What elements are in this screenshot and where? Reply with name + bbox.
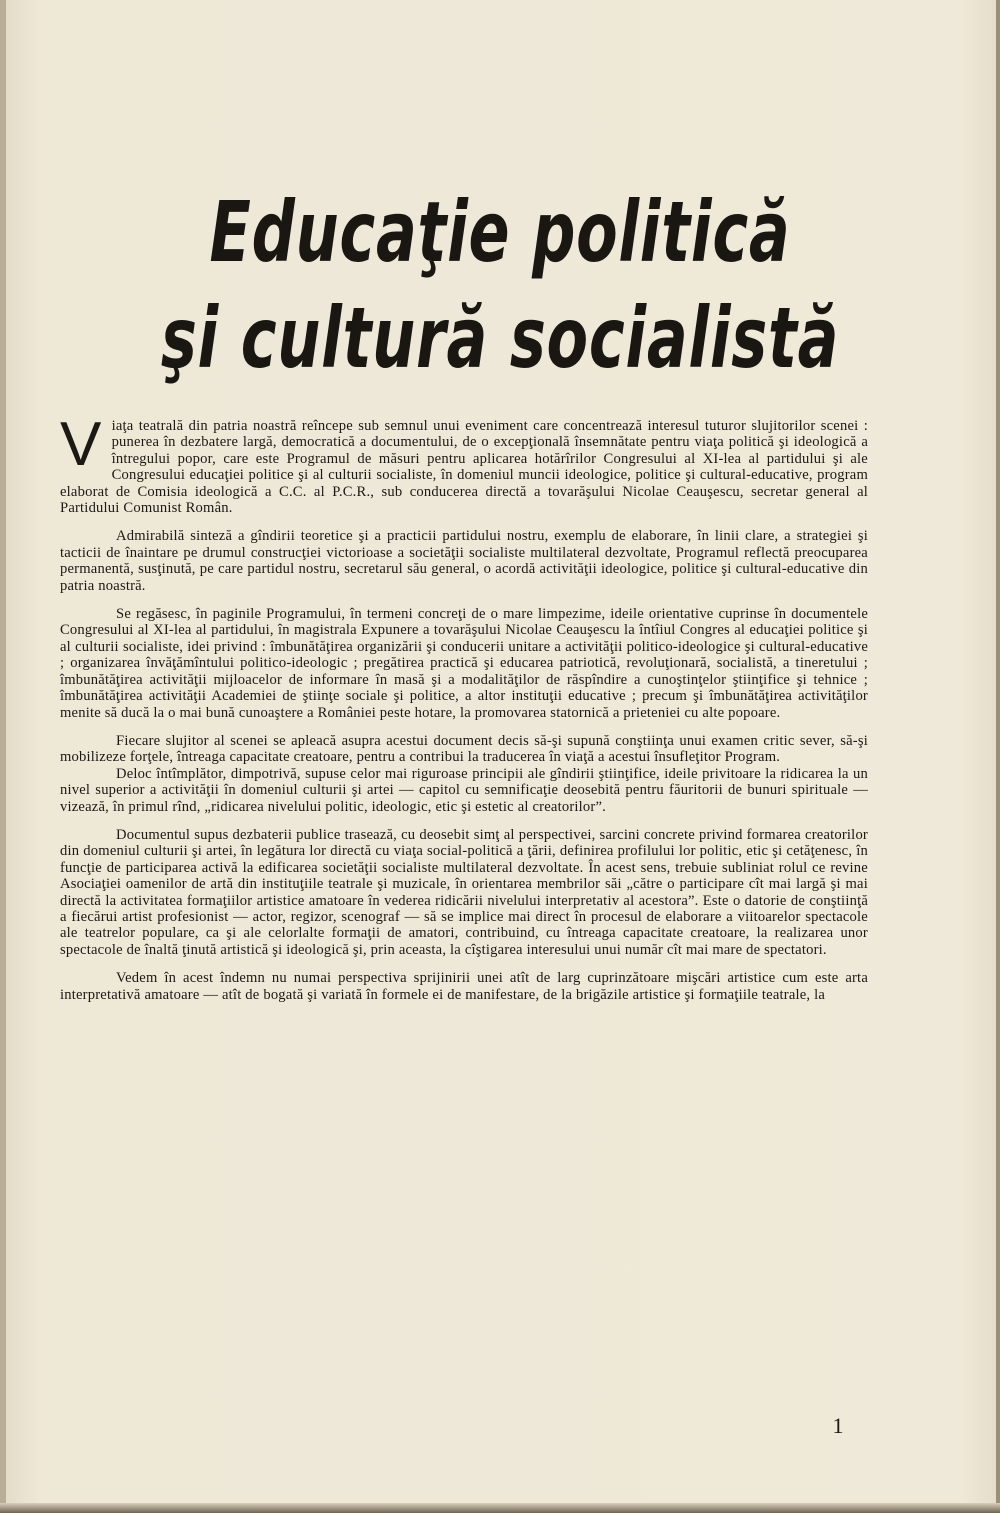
- article-body: [60, 410, 868, 1015]
- article-title-line-1: Educaţie politică: [209, 183, 791, 281]
- paragraph-5: Deloc întîmplător, dimpotrivă, supuse celor mai riguroase principii ale gîndirii ştiinţifice, ideile privitoare la ridicarea la un nivel superior a activităţii în domeniul culturii şi artei — capitol cu semnificaţie deosebită pentru făuritorii de bunuri spirituale — vizează, în primul rînd, „ridicarea nivelului politic, ideologic, etic şi estetic al creatorilor”.: [60, 765, 868, 815]
- page-left-edge: [0, 0, 6, 1513]
- paragraph-3: Se regăsesc, în paginile Programului, în termeni concreţi de o mare limpezime, ideile orientative cuprinse în documentele Congresului al XI-lea al partidului, în magistrala Expunere a tovarăşului Nicolae Ceauşescu la întîiul Congres al educaţiei politice şi al culturii socialiste, idei privind : îmbunătăţirea organizării şi conducerii unitare a activităţii politico-ideologice şi cultural-educative ; organizarea învăţămîntului politico-ideologic ; pregătirea practică şi educarea patriotică, revoluţionară, socialistă, a tineretului ; îmbunătăţirea activităţii mijloacelor de informare în masă şi a modalităţilor de răspîndire a cunoştinţelor ştiinţifice şi tehnice ; îmbunătăţirea activităţii Academiei de ştiinţe sociale şi politice, a altor instituţii educative ; precum şi îmbunătăţirea activităţilor menite să ducă la o mai bună cunoaştere a României peste hotare, la promovarea statornică a prieteniei cu alte popoare.: [60, 606, 868, 721]
- paragraph-7: Vedem în acest îndemn nu numai perspectiva sprijinirii unei atît de larg cuprinzătoare mişcări artistice cum este arta interpretativă amatoare — atît de bogată şi variată în formele ei de manifestare, de la brigăzile artistice şi formaţiile teatrale, la: [60, 970, 868, 1003]
- paragraph-4: Fiecare slujitor al scenei se apleacă asupra acestui document decis să-şi supună conştiinţa unui examen critic sever, să-şi mobilizeze forţele, întreaga capacitate creatoare, pentru a contribui la traducerea în viaţă a acestui însufleţitor Program.: [60, 732, 868, 766]
- paragraph-text: iaţa teatrală din patria noastră reîncepe sub semnul unui eveniment care concentrează interesul tuturor slujitorilor scenei : punerea în dezbatere largă, democratică a documentului, de o excepţională însemnătate pentru viaţa politică şi ideologică a întregului popor, care este Programul de măsuri pentru aplicarea hotărîrilor Congresului al XI-lea al partidului şi ale Congresului educaţiei politice şi al culturii socialiste, în domeniul muncii ideologice, politice şi cultural-educative, program elaborat de Comisia ideologică a C.C. al P.C.R., sub conducerea directă a tovarăşului Nicolae Ceauşescu, secretar general al Partidului Comunist Român.: [60, 418, 868, 517]
- article-title-line-2: şi cultură socialistă: [160, 289, 840, 387]
- paragraph-6: Documentul supus dezbaterii publice trasează, cu deosebit simţ al perspectivei, sarcini concrete privind formarea creatorilor din domeniul culturii şi artei, în legătura lor directă cu viaţa social-politică a ţării, definirea profilului lor politic, etic şi cetăţenesc, în funcţie de participarea activă la edificarea societăţii socialiste multilateral dezvoltate. În acest sens, trebuie subliniat rolul ce revine Asociaţiei oamenilor de artă din instituţiile teatrale şi muzicale, în orientarea membrilor săi „către o participare cît mai largă şi mai directă la activitatea formaţiilor artistice amatoare în vederea ridicării nivelului interpretativ al acestora”. Este o datorie de conştiinţă a fiecărui artist profesionist — actor, regizor, scenograf — să se implice mai direct în procesul de elaborare a viitoarelor spectacole ale teatrelor populare, ca şi ale celorlalte formaţii de amatori, contribuind, cu întreaga capacitate creatoare, la realizarea unor spectacole de înaltă ţinută artistică şi ideologică şi, prin aceasta, la cîştigarea interesului unui număr cît mai mare de spectatori.: [60, 826, 868, 958]
- page-right-edge: [996, 0, 1000, 1513]
- page-bottom-edge: [0, 1503, 1000, 1513]
- drop-cap: V: [60, 410, 102, 479]
- paragraph-1: [60, 410, 868, 517]
- paragraph-2: Admirabilă sinteză a gîndirii teoretice şi a practicii partidului nostru, exemplu de elaborare, în linii clare, a strategiei şi tacticii de înaintare pe drumul construcţiei victorioase a societăţii socialiste multilateral dezvoltate, Programul reflectă preocuparea permanentă, susţinută, pe care partidul nostru, secretarul său general, o acordă activităţii ideologice, politice şi cultural-educative din patria noastră.: [60, 528, 868, 594]
- page-number: 1: [832, 1413, 844, 1438]
